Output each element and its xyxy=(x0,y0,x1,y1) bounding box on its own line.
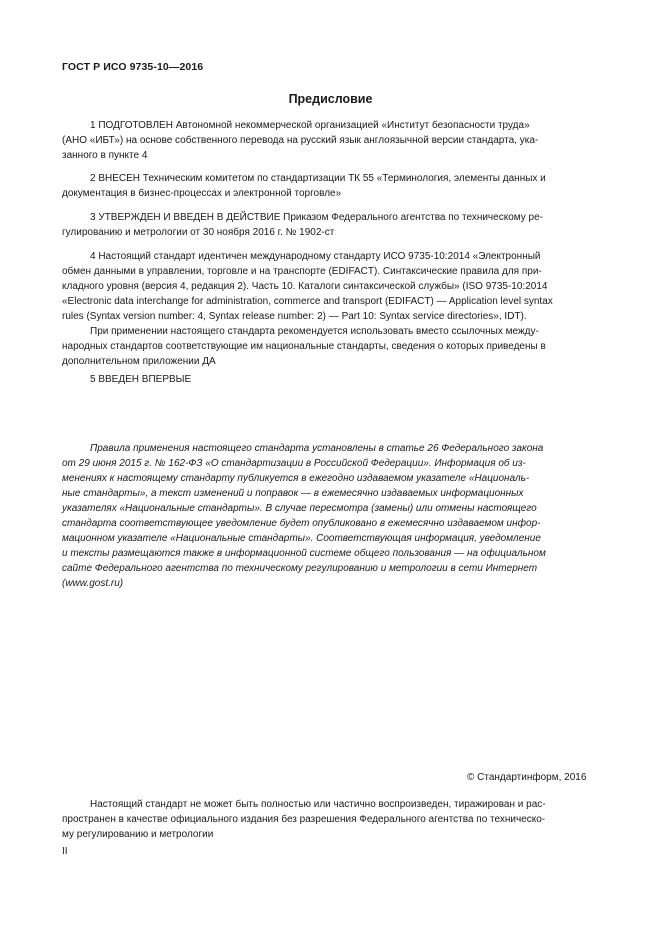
text-line: Правила применения настоящего стандарта установлены в статье 26 Федерального закона xyxy=(90,443,544,454)
text-line: занного в пункте 4 xyxy=(62,150,148,161)
text-line: му регулированию и метрологии xyxy=(62,829,214,840)
text-line: мационном указателе «Национальные стандарты». Соответствующая информация, уведомление xyxy=(62,533,541,544)
application-rules-notice xyxy=(62,441,598,591)
paragraph-introduced-by xyxy=(62,171,598,201)
text-line: народных стандартов соответствующие им национальные стандарты, сведения о которых приведены в xyxy=(62,341,546,352)
text-line: документация в бизнес-процессах и электронной торговле» xyxy=(62,188,342,199)
page-number: II xyxy=(62,846,68,857)
document-id-header: ГОСТ Р ИСО 9735-10—2016 xyxy=(62,61,204,73)
text-line: При применении настоящего стандарта рекомендуется использовать вместо ссылочных между- xyxy=(90,326,539,337)
text-line: 4 Настоящий стандарт идентичен международному стандарту ИСО 9735-10:2014 «Электронный xyxy=(90,251,541,262)
text-line: «Electronic data interchange for administration, commerce and transport (EDIFACT) — Application level syntax xyxy=(62,296,553,307)
text-line: Настоящий стандарт не может быть полностью или частично воспроизведен, тиражирован и рас- xyxy=(90,799,546,810)
text-line: гулированию и метрологии от 30 ноября 2016 г. № 1902-ст xyxy=(62,227,335,238)
text-line: обмен данными в управлении, торговле и на транспорте (EDIFACT). Синтаксические правила для при- xyxy=(62,266,542,277)
text-line: 5 ВВЕДЕН ВПЕРВЫЕ xyxy=(90,374,192,385)
text-line: менениях к настоящему стандарту публикуется в ежегодно издаваемом указателе «Националь- xyxy=(62,473,530,484)
text-line: стандарта соответствующее уведомление будет опубликовано в ежемесячно издаваемом инфор- xyxy=(62,518,541,529)
text-line: 1 ПОДГОТОВЛЕН Автономной некоммерческой организацией «Институт безопасности труда» xyxy=(90,120,530,131)
text-line: от 29 июня 2015 г. № 162-ФЗ «О стандартизации в Российской Федерации». Информация об из- xyxy=(62,458,526,469)
text-line: 2 ВНЕСЕН Техническим комитетом по стандартизации ТК 55 «Терминология, элементы данных и xyxy=(90,173,546,184)
text-line: ные стандарты», а текст изменений и поправок — в ежемесячно издаваемых информационных xyxy=(62,488,524,499)
text-line: кладного уровня (версия 4, редакция 2). Часть 10. Каталоги синтаксической службы» (ISO 9735-10:2014 xyxy=(62,281,548,292)
text-line: 3 УТВЕРЖДЕН И ВВЕДЕН В ДЕЙСТВИЕ Приказом Федерального агентства по техническому ре- xyxy=(90,212,543,223)
text-line: rules (Syntax version number: 4, Syntax release number: 2) — Part 10: Syntax service directories», IDT). xyxy=(62,311,527,322)
text-line: сайте Федерального агентства по техническому регулированию и метрологии в сети Интернет xyxy=(62,563,538,574)
text-line: указателях «Национальные стандарты». В случае пересмотра (замены) или отмены настоящего xyxy=(62,503,537,514)
text-line: пространен в качестве официального издания без разрешения Федерального агентства по техническо- xyxy=(62,814,546,825)
text-line: дополнительном приложении ДА xyxy=(62,356,216,367)
paragraph-first-introduced xyxy=(62,372,598,387)
paragraph-approved xyxy=(62,210,598,240)
paragraph-identical-standard xyxy=(62,249,598,369)
text-line: и тексты размещаются также в информационной системе общего пользования — на официальном xyxy=(62,548,546,559)
paragraph-prepared-by xyxy=(62,118,598,163)
copyright-notice: © Стандартинформ, 2016 xyxy=(467,772,587,783)
text-line: (АНО «ИБТ») на основе собственного перевода на русский язык англоязычной версии стандарта, ука- xyxy=(62,135,539,146)
reproduction-notice xyxy=(62,797,598,842)
preface-title: Предисловие xyxy=(288,92,373,106)
text-line: (www.gost.ru) xyxy=(62,578,124,589)
